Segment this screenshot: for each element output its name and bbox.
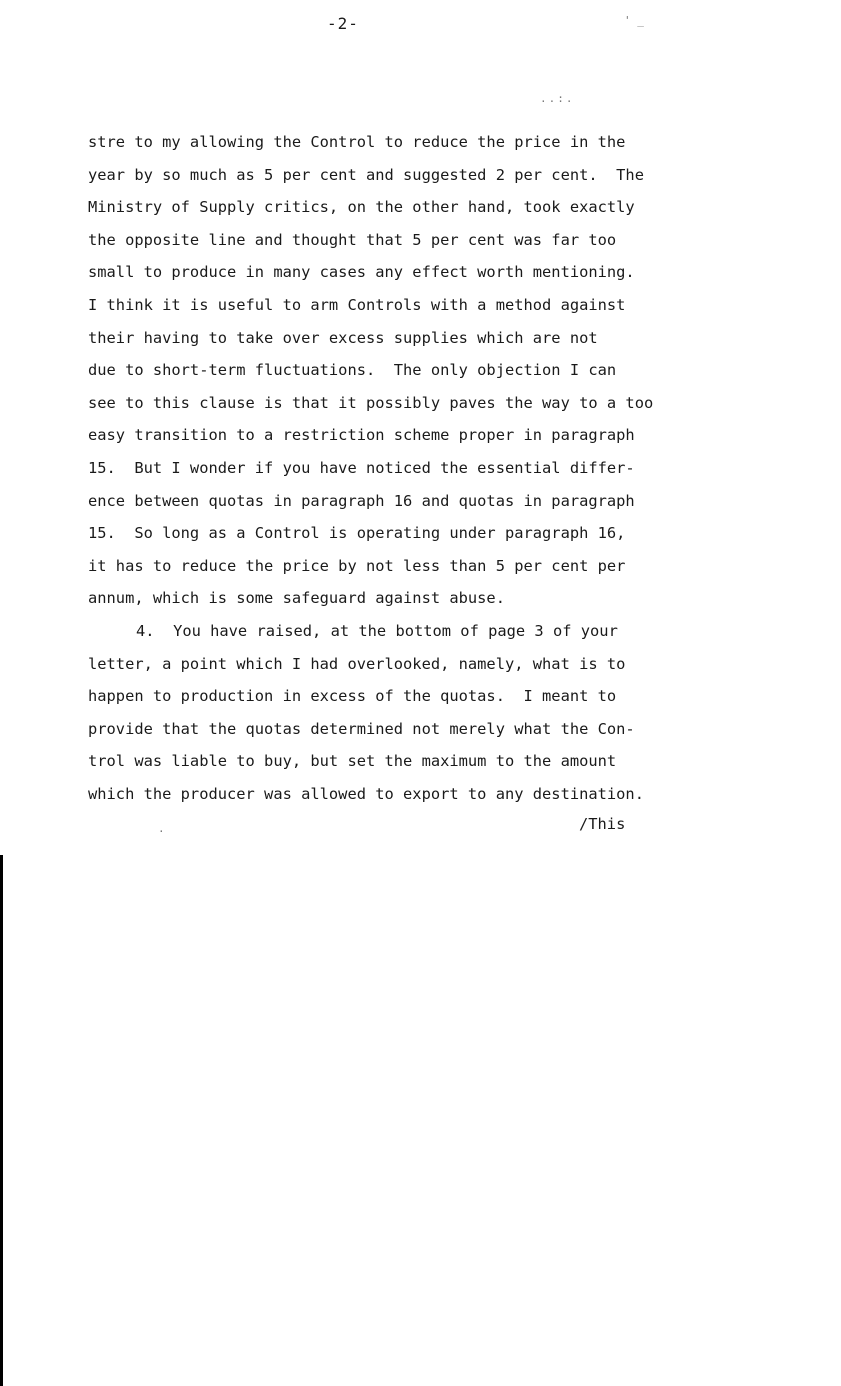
text-line: small to produce in many cases any effect worth mentioning. [88,263,635,282]
scan-mark-dot: . [158,822,165,835]
text-line: due to short-term fluctuations. The only objection I can [88,361,617,380]
page-number: -2- [327,14,359,33]
scan-mark-upper-mid: ..:. [540,92,575,105]
scan-margin-bar [0,855,3,1386]
text-line: Ministry of Supply critics, on the other hand, took exactly [88,198,635,217]
text-line: ence between quotas in paragraph 16 and quotas in paragraph [88,491,635,510]
text-line: easy transition to a restriction scheme proper in paragraph [88,426,635,445]
text-line: their having to take over excess supplies which are not [88,328,598,347]
text-line: stre to my allowing the Control to reduce the price in the [88,133,626,151]
text-line: which the producer was allowed to export to any destination. [88,784,644,803]
text-line: year by so much as 5 per cent and suggested 2 per cent. The [88,165,644,184]
letter-body [88,126,698,810]
text-line: trol was liable to buy, but set the maximum to the amount [88,752,617,771]
text-line: I think it is useful to arm Controls with a method against [88,295,626,314]
scan-mark-top-right: ' _ [624,14,644,27]
text-line: see to this clause is that it possibly paves the way to a too [88,393,654,412]
text-line: annum, which is some safeguard against abuse. [88,589,505,608]
text-line: it has to reduce the price by not less than 5 per cent per [88,556,626,575]
text-line: 15. So long as a Control is operating under paragraph 16, [88,524,626,543]
catchword: /This [579,815,626,833]
paragraph-4-first-line: 4. You have raised, at the bottom of page 3 of your [136,621,618,640]
text-line: the opposite line and thought that 5 per cent was far too [88,230,617,249]
text-line: happen to production in excess of the quotas. I meant to [88,687,617,706]
text-line: letter, a point which I had overlooked, namely, what is to [88,654,626,673]
text-line: provide that the quotas determined not merely what the Con- [88,719,635,738]
text-line: 15. But I wonder if you have noticed the essential differ- [88,458,635,477]
